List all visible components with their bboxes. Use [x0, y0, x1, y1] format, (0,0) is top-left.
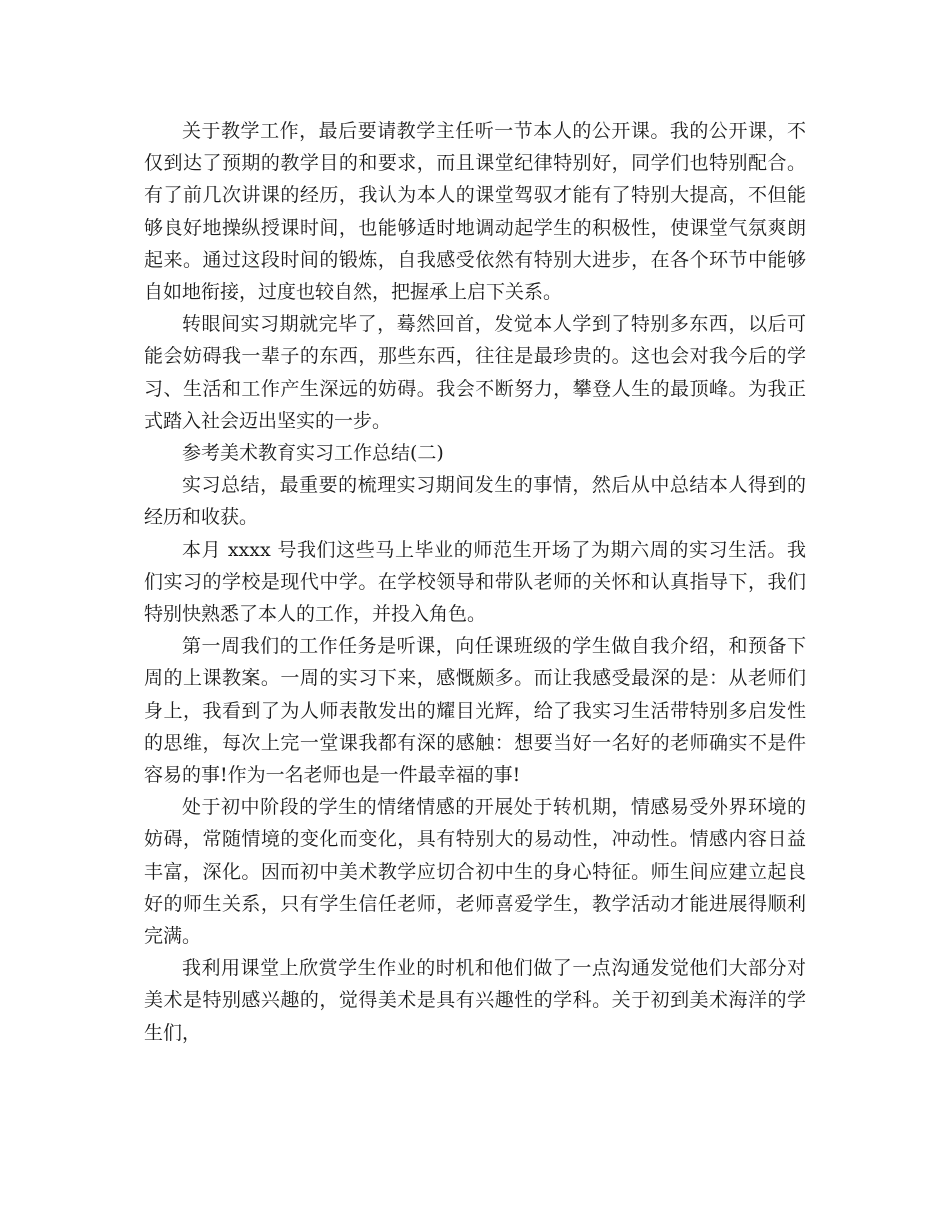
paragraph-first-week: 第一周我们的工作任务是听课，向任课班级的学生做自我介绍，和预备下周的上课教案。一周的实习下来，感慨颇多。而让我感受最深的是：从老师们身上，我看到了为人师表散发出的耀目光辉，给了我实习生活带特别多启发性的思维，每次上完一堂课我都有深的感触：想要当好一名好的老师确实不是件容易的事!作为一名老师也是一件最幸福的事! — [144, 635, 806, 787]
paragraph-summary-intro: 实习总结，最重要的梳理实习期间发生的事情，然后从中总结本人得到的经历和收获。 — [144, 474, 806, 529]
section-heading: 参考美术教育实习工作总结(二) — [182, 442, 444, 465]
paragraph-student-emotions: 处于初中阶段的学生的情绪情感的开展处于转机期，情感易受外界环境的妨碍，常随情境的变化而变化，具有特别大的易动性，冲动性。情感内容日益丰富，深化。因而初中美术教学应切合初中生的身心特征。师生间应建立起良好的师生关系，只有学生信任老师，老师喜爱学生，教学活动才能进展得顺利完满。 — [144, 796, 806, 948]
document-body — [144, 115, 806, 1049]
paragraph-student-interest: 我利用课堂上欣赏学生作业的时机和他们做了一点沟通发觉他们大部分对美术是特别感兴趣的，觉得美术是具有兴趣性的学科。关于初到美术海洋的学生们， — [144, 957, 806, 1044]
paragraph-teaching-work: 关于教学工作，最后要请教学主任听一节本人的公开课。我的公开课，不仅到达了预期的教学目的和要求，而且课堂纪律特别好，同学们也特别配合。有了前几次讲课的经历，我认为本人的课堂驾驭才能有了特别大提高，不但能够良好地操纵授课时间，也能够适时地调动起学生的积极性，使课堂气氛爽朗起来。通过这段时间的锻炼，自我感受依然有特别大进步，在各个环节中能够自如地衔接，过度也较自然，把握承上启下关系。 — [144, 120, 806, 304]
paragraph-internship-start: 本月 xxxx 号我们这些马上毕业的师范生开场了为期六周的实习生活。我们实习的学校是现代中学。在学校领导和带队老师的关怀和认真指导下，我们特别快熟悉了本人的工作，并投入角色。 — [144, 538, 806, 626]
paragraph-internship-end: 转眼间实习期就完毕了，蓦然回首，发觉本人学到了特别多东西，以后可能会妨碍我一辈子的东西，那些东西，往往是最珍贵的。这也会对我今后的学习、生活和工作产生深远的妨碍。我会不断努力，攀登人生的最顶峰。为我正式踏入社会迈出坚实的一步。 — [144, 313, 806, 432]
